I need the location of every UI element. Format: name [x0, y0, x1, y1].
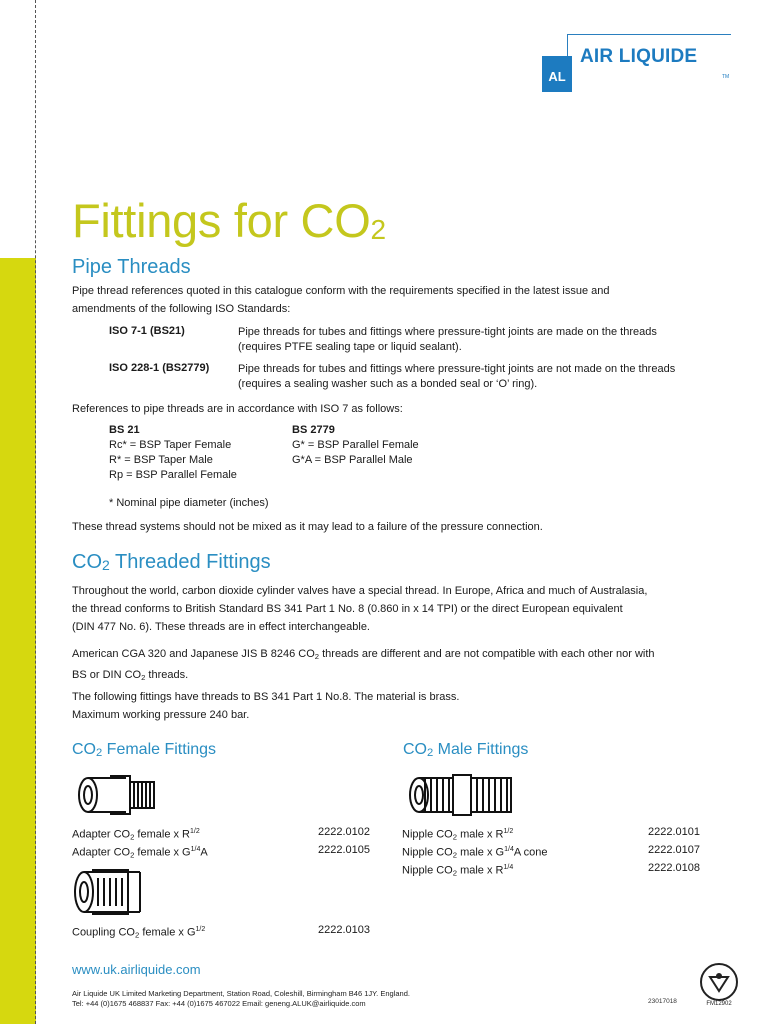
document-number: 23017018	[648, 998, 677, 1005]
product-code: 2222.0101	[648, 826, 700, 838]
nipple-fitting-illustration	[407, 770, 517, 820]
product-code: 2222.0103	[318, 924, 370, 936]
certification-mark-icon	[700, 963, 738, 1001]
standard-code: ISO 7-1 (BS21)	[109, 325, 185, 337]
standard-code: ISO 228-1 (BS2779)	[109, 362, 210, 374]
product-code: 2222.0107	[648, 844, 700, 856]
female-fittings-heading: CO2 Female Fittings	[72, 741, 217, 759]
threaded-paragraph-1: Throughout the world, carbon dioxide cylinder valves have a special thread. In Europe, Africa and much of Australasia, the thread conforms to British Standard BS 341 Part 1 No. 8 (0.860 in x 14 TPI) or the direct European equivalent (DIN 477 No. 6). These threads are in effect interchangeable.	[72, 585, 648, 633]
list-item: Nipple $CO_2$ male x $G^{1/4}A$ cone	[402, 846, 548, 860]
mixing-warning: These thread systems should not be mixed as it may lead to a failure of the pressure connection.	[72, 521, 543, 533]
certificate-number: FM12902	[706, 1001, 732, 1007]
air-liquide-logo-icon: AL	[542, 56, 572, 92]
website-link[interactable]: www.uk.airliquide.com	[72, 962, 201, 977]
threaded-paragraph-2: American CGA 320 and Japanese JIS B 8246 $CO_2$ threads are different and are not compatible with each other nor with BS or DIN $CO_2$ threads.	[72, 648, 655, 682]
product-code: 2222.0105	[318, 844, 370, 856]
standard-description: Pipe threads for tubes and fittings where pressure-tight joints are made on the threads (requires PTFE sealing tape or liquid sealant).	[238, 326, 657, 353]
coupling-fitting-illustration	[72, 864, 152, 920]
perforation-line	[35, 0, 36, 1024]
adapter-fitting-illustration	[76, 770, 162, 820]
list-item: Coupling $CO_2$ female x $G^{1/2}$	[72, 926, 206, 940]
bs2779-list: BS 2779 G* = BSP Parallel Female G*A = BSP Parallel Male	[292, 424, 419, 466]
list-item: Adapter $CO_2$ female x $R^{1/2}$	[72, 828, 200, 842]
pipe-threads-heading: Pipe Threads	[72, 256, 191, 278]
threaded-fittings-heading: CO2 Threaded Fittings	[72, 551, 271, 573]
trademark: TM	[722, 74, 730, 80]
company-address: Air Liquide UK Limited Marketing Department, Station Road, Coleshill, Birmingham B46 1JY. England. Tel: +44 (0)1675 468837 Fax: +44 (0)1675 467022 Email: geneng.ALUK@airliquide.com	[72, 989, 410, 1008]
list-item: Adapter $CO_2$ female x $G^{1/4}A$	[72, 846, 208, 860]
brand-name: AIR LIQUIDE	[580, 46, 698, 67]
page-title: Fittings for $CO_2$	[72, 194, 386, 247]
side-accent-bar	[0, 258, 36, 1024]
pipe-threads-intro: Pipe thread references quoted in this catalogue conform with the requirements specified in the latest issue and amendments of the following ISO Standards:	[72, 285, 610, 315]
list-item: Nipple $CO_2$ male x $R^{1/2}$	[402, 828, 514, 842]
product-code: 2222.0102	[318, 826, 370, 838]
list-item: Nipple $CO_2$ male x $R^{1/4}$	[402, 864, 514, 878]
bs21-list: BS 21 Rc* = BSP Taper Female R* = BSP Taper Male Rp = BSP Parallel Female	[109, 424, 237, 481]
threaded-paragraph-3: The following fittings have threads to BS 341 Part 1 No.8. The material is brass. Maximum working pressure 240 bar.	[72, 691, 460, 721]
male-fittings-heading: CO2 Male Fittings	[403, 741, 529, 759]
references-text: References to pipe threads are in accordance with ISO 7 as follows:	[72, 403, 403, 415]
nominal-note: * Nominal pipe diameter (inches)	[109, 497, 269, 509]
product-code: 2222.0108	[648, 862, 700, 874]
standard-description: Pipe threads for tubes and fittings where pressure-tight joints are not made on the threads (requires a sealing washer such as a bonded seal or ‘O’ ring).	[238, 363, 676, 390]
